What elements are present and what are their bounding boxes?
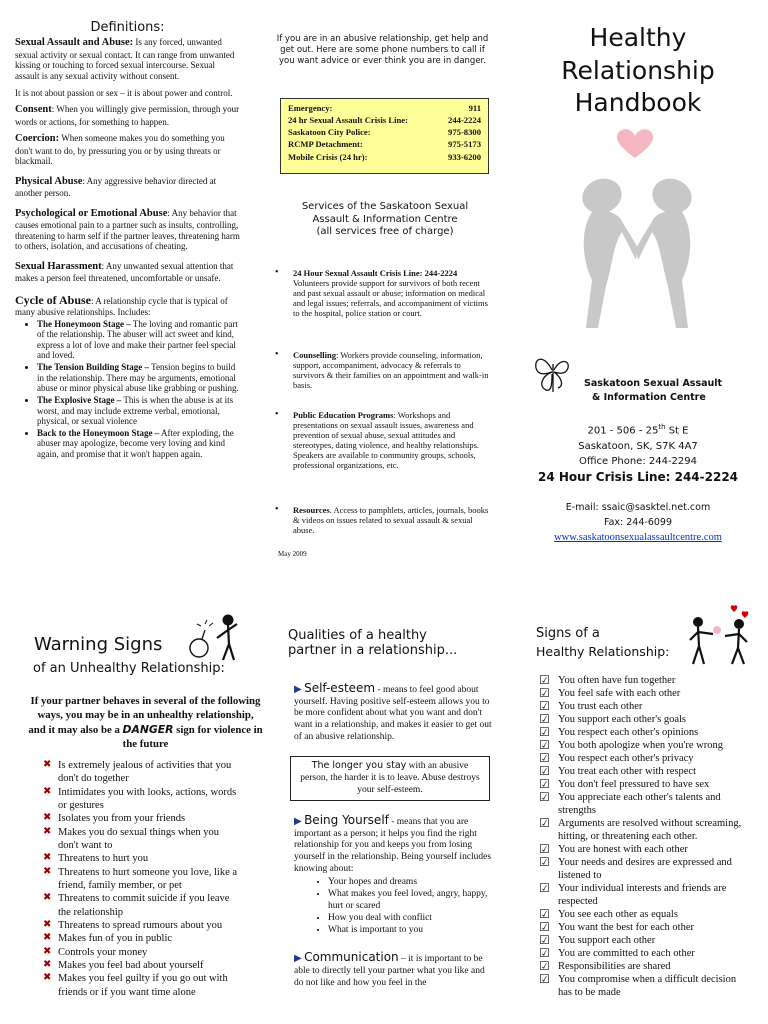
list-item: ☑ You support each other	[539, 934, 747, 947]
def-cycle	[15, 293, 240, 460]
list-item: ☑ Your needs and desires are expressed and listened to	[539, 856, 747, 882]
list-item: ✖ Threatens to hurt someone you love, like a friend, family member, or pet	[42, 866, 242, 893]
list-item: ✖ Threatens to spread rumours about you	[42, 919, 242, 932]
list-item: ☑ You are committed to each other	[539, 947, 747, 960]
list-item: • What makes you feel loved, angry, happy, hurt or scared	[328, 889, 494, 913]
warning-intro: If your partner behaves in several of the following ways, you may be in an unhealthy relationship, and it may also be a DANGER sign for violence in the future	[28, 695, 263, 750]
list-item: ☑ You both apologize when you're wrong	[539, 739, 747, 752]
list-item: • Public Education Programs: Workshops and presentations on sexual assault issues, awareness and prevention of sexual abuse, sexual attitudes and stereotypes, dating violence, and healthy relationships. Speakers are available to community groups, schools, professional organizations, etc.	[275, 410, 493, 470]
healthy-signs-list	[539, 674, 747, 999]
communication-text: – it is important to be able to directly tell your partner what you like and do not like and how you feel in the	[294, 954, 485, 989]
healthy-signs-panel	[535, 604, 765, 999]
text-cycle: : A relationship cycle that is typical of many abusive relationships. Includes:	[15, 295, 228, 318]
cycle-stages-list	[15, 319, 240, 460]
address-street: 201 - 506 - 25th St E	[587, 423, 689, 437]
org-name: Saskatoon Sexual Assault & Information Centre	[584, 378, 723, 404]
date-note: May 2009	[278, 550, 307, 558]
list-item: ☑ You compromise when a difficult decision has to be made	[539, 973, 747, 999]
qualities-panel	[278, 628, 500, 990]
list-item: ☑ Responsibilities are shared	[539, 960, 747, 973]
text-psych: : Any behavior that causes emotional pain to a partner such as insults, controlling, threatening to harm self if the partner leaves, threatening harm to others, isolation, and accusations of cheating.	[15, 207, 240, 252]
text-harassment: : Any unwanted sexual attention that makes a person feel threatened, uncomfortable or unsafe.	[15, 260, 234, 284]
list-item: ☑ Arguments are resolved without screaming, hitting, or threatening each other.	[539, 817, 747, 843]
qualities-title: Qualities of a healthy partner in a relationship...	[288, 628, 458, 659]
phone-row: 24 hr Sexual Assault Crisis Line: 244-2224	[288, 115, 481, 126]
list-item: • The Explosive Stage – This is when the abuse is at its worst, and may include extreme verbal, emotional, physical, or sexual violence	[37, 395, 240, 427]
list-item: • Counselling: Workers provide counseling, information, support, accompaniment, advocacy & referrals to survivors & their families on an appointment and walk-in basis.	[275, 350, 493, 390]
list-item: ☑ You often have fun together	[539, 674, 747, 687]
list-item: ☑ You respect each other's opinions	[539, 726, 747, 739]
definitions-title: Definitions:	[90, 20, 165, 35]
term-cycle: Cycle of Abuse	[15, 292, 91, 307]
communication-heading: Communication	[304, 950, 399, 965]
list-item: ☑ You respect each other's privacy	[539, 752, 747, 765]
triangle-bullet-icon: ▶	[294, 815, 302, 827]
list-item: ☑ You appreciate each other's talents and strengths	[539, 791, 747, 817]
def-consent	[15, 104, 240, 127]
services-subtitle: (all services free of charge)	[316, 226, 454, 237]
triangle-bullet-icon: ▶	[294, 953, 302, 965]
cover-panel	[522, 22, 754, 562]
contact-block	[522, 501, 754, 547]
phone-row: Emergency: 911	[288, 103, 481, 113]
being-yourself-section	[294, 813, 494, 937]
list-item: ✖ Threatens to hurt you	[42, 852, 242, 865]
address-city: Saskatoon, SK, S7K 4A7	[578, 440, 698, 452]
text-physical: : Any aggressive behavior directed at another person.	[15, 175, 217, 199]
def-sexual-assault	[15, 37, 240, 98]
list-item: ☑ You want the best for each other	[539, 921, 747, 934]
handbook-title: Healthy Relationship Handbook	[561, 23, 715, 117]
website-link[interactable]: www.saskatoonsexualassaultcentre.com	[554, 532, 722, 544]
communication-section	[294, 950, 494, 990]
phone-numbers-box	[280, 98, 489, 174]
list-item: ✖ Controls your money	[42, 946, 242, 959]
list-item: • Back to the Honeymoon Stage – After exploding, the abuser may apologize, become very loving and kind again, and promise that it won't happen again.	[37, 428, 240, 460]
term-consent: Consent	[15, 104, 52, 116]
warning-subtitle: of an Unhealthy Relationship:	[33, 661, 225, 676]
list-item: • The Tension Building Stage – Tension begins to build in the relationship. There may be arguments, emotional abuse or minor physical abuse like grabbing or pushing.	[37, 362, 240, 394]
healthy-title: Signs of a Healthy Relationship:	[536, 626, 670, 660]
couple-with-flower-icon	[685, 604, 755, 666]
term-coercion: Coercion:	[15, 133, 60, 145]
list-item: ✖ Makes you do sexual things when you don't want to	[42, 826, 242, 853]
phone-row: Mobile Crisis (24 hr): 933-6200	[288, 151, 481, 162]
services-title: Services of the Saskatoon Sexual Assault & Information Centre	[301, 201, 469, 225]
term-physical: Physical Abuse	[15, 175, 83, 187]
services-panel	[275, 34, 490, 574]
def-harassment	[15, 261, 240, 284]
list-item: ☑ You don't feel pressured to have sex	[539, 778, 747, 791]
list-item: • 24 Hour Sexual Assault Crisis Line: 244-2224 Volunteers provide support for survivors of both recent and past sexual assault or abuse; information on medical and legal issues; referrals, and accompaniment of victims to the hospital, police station or court.	[275, 268, 493, 318]
list-item: ✖ Threatens to commit suicide if you leave the relationship	[42, 892, 242, 919]
warning-title: Warning Signs	[34, 634, 163, 655]
self-esteem-section	[294, 681, 494, 744]
text-consent: : When you willingly give permission, through your words or actions, for something to happen.	[15, 104, 240, 127]
text-sexual-assault: Is any forced, unwanted sexual activity or sexual contact. It can range from unwanted kissing or touching to forced sexual intercourse. Sexual assault is any sexual activity without consent.	[15, 37, 235, 81]
text-coercion: When someone makes you do something you don't want to do, by pressuring you or by using threats or blackmail.	[15, 133, 225, 167]
list-item: ✖ Makes you feel bad about yourself	[42, 959, 242, 972]
list-item: • What is important to you	[328, 925, 494, 937]
definitions-panel	[15, 20, 240, 466]
list-item: • How you deal with conflict	[328, 913, 494, 925]
self-esteem-heading: Self-esteem	[304, 680, 376, 695]
bomb-figure-icon	[183, 610, 243, 662]
heart-icon	[615, 128, 655, 160]
list-item: • The Honeymoon Stage – The loving and romantic part of the relationship. The abuser will act sweet and kind, express a lot of love and make their partner feel special and loved.	[37, 319, 240, 361]
list-item: ☑ You are honest with each other	[539, 843, 747, 856]
longer-you-stay-box: The longer you stay with an abusive person, the harder it is to leave. Abuse destroys your self-esteem.	[290, 756, 490, 801]
butterfly-logo-icon	[532, 352, 574, 396]
phone-row: Saskatoon City Police: 975-8300	[288, 127, 481, 138]
list-item: ✖ Is extremely jealous of activities that you don't do together	[42, 759, 242, 786]
self-esteem-text: - means to feel good about yourself. Having positive self-esteem allows you to be more confident about what you want and don't want in a relationship, and makes it easier to get out of an abusive relationship.	[294, 684, 492, 743]
list-item: ☑ You feel safe with each other	[539, 687, 747, 700]
being-yourself-list	[294, 877, 494, 936]
list-item: ☑ You trust each other	[539, 700, 747, 713]
def-psych	[15, 208, 240, 252]
list-item: ✖ Makes fun of you in public	[42, 932, 242, 945]
list-item: ✖ Makes you feel guilty if you go out with friends or if you want time alone	[42, 972, 242, 999]
email-text: E-mail: ssaic@sasktel.net.com	[565, 502, 711, 513]
term-harassment: Sexual Harassment	[15, 260, 102, 272]
def-coercion	[15, 133, 240, 167]
crisis-line: 24 Hour Crisis Line: 244-2224	[537, 470, 739, 484]
text-not-passion: It is not about passion or sex – it is about power and control.	[15, 87, 233, 98]
term-sexual-assault: Sexual Assault and Abuse:	[15, 37, 134, 49]
list-item: ☑ You support each other's goals	[539, 713, 747, 726]
phone-row: RCMP Detachment: 975-5173	[288, 139, 481, 150]
couple-holding-hands-icon	[562, 170, 712, 330]
triangle-bullet-icon: ▶	[294, 683, 302, 695]
phone-intro: If you are in an abusive relationship, get help and get out. Here are some phone numbers to call if you want advice or ever think you are in danger.	[276, 34, 489, 67]
list-item: • Your hopes and dreams	[328, 877, 494, 889]
list-item: ☑ Your individual interests and friends are respected	[539, 882, 747, 908]
list-item: ☑ You treat each other with respect	[539, 765, 747, 778]
term-psych: Psychological or Emotional Abuse	[15, 207, 168, 219]
list-item: • Resources. Access to pamphlets, articles, journals, books & videos on issues related to sexual assault & sexual abuse.	[275, 505, 493, 535]
office-phone: Office Phone: 244-2294	[578, 456, 698, 468]
list-item: ☑ You see each other as equals	[539, 908, 747, 921]
def-physical	[15, 176, 240, 199]
warning-list	[42, 759, 242, 999]
address-block	[522, 422, 754, 470]
list-item: ✖ Isolates you from your friends	[42, 812, 242, 825]
fax-text: Fax: 244-6099	[604, 516, 672, 528]
being-yourself-heading: Being Yourself	[304, 812, 389, 827]
list-item: ✖ Intimidates you with looks, actions, words or gestures	[42, 786, 242, 813]
being-yourself-text: - means that you are important as a person; it helps you find the right relationship for you and keeps you from losing yourself in the relationship. Being yourself includes knowing about:	[294, 816, 492, 875]
warning-panel	[28, 606, 263, 999]
